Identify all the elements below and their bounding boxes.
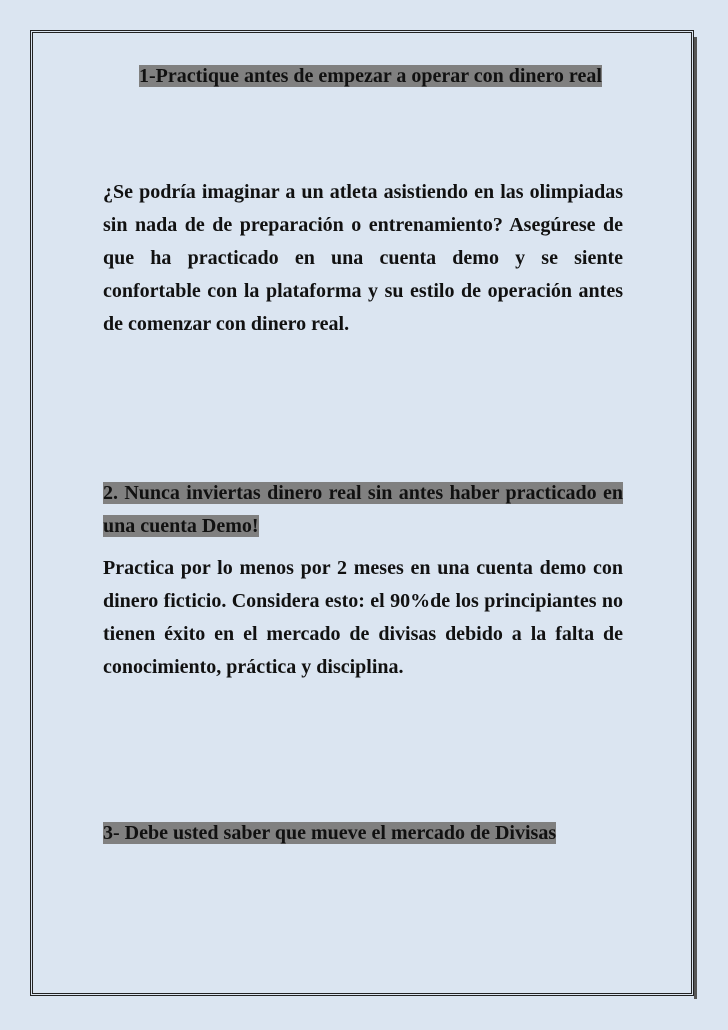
section-2-heading [103,477,623,543]
section-1-heading [139,60,623,93]
section-1-heading-text: 1-Practique antes de empezar a operar con dinero real [139,65,602,87]
section-1-body: ¿Se podría imaginar a un atleta asistiendo en las olimpiadas sin nada de de preparación o entrenamiento? Asegúrese de que ha practicado en una cuenta demo y se siente confortable con la plataforma y su estilo de operación antes de comenzar con dinero real. [103,181,623,335]
section-2-body: Practica por lo menos por 2 meses en una cuenta demo con dinero ficticio. Considera esto: el 90%de los principiantes no tienen éxito en el mercado de divisas debido a la falta de conocimiento, práctica y disciplina. [103,557,623,678]
section-2-heading-text: 2. Nunca inviertas dinero real sin antes haber practicado en una cuenta Demo! [103,482,623,537]
section-3-heading [103,817,623,850]
section-3-heading-text: 3- Debe usted saber que mueve el mercado de Divisas [103,822,557,844]
